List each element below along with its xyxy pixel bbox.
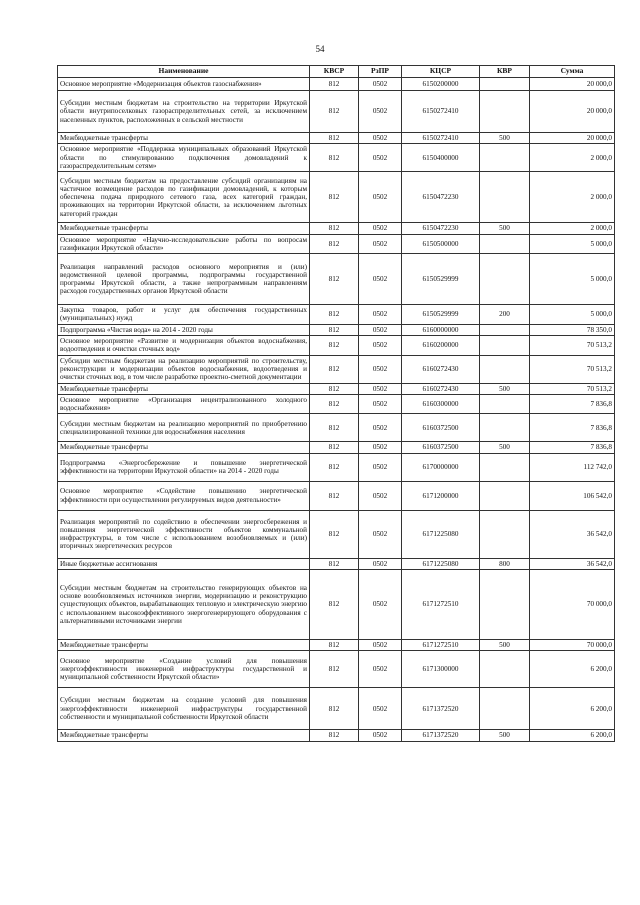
row-sum: 5 000,0: [530, 254, 615, 305]
row-kcsr: 6150200000: [402, 78, 480, 91]
row-kcsr: 6171200000: [402, 481, 480, 510]
row-kcsr: 6171372520: [402, 688, 480, 730]
row-name: Межбюджетные трансферты: [58, 442, 310, 453]
row-name: Реализация мероприятий по содействию в обеспечении энергосбережения и повышения энергетической эффективности объектов коммунальной инфраструктуры, в том числе с использованием возобновляемых и (или) вторичных энергетических ресурсов: [58, 510, 310, 558]
row-kcsr: 6171225080: [402, 558, 480, 569]
row-kvsr: 812: [310, 91, 359, 133]
row-kcsr: 6150400000: [402, 144, 480, 172]
row-kcsr: 6170000000: [402, 453, 480, 481]
row-name: Субсидии местным бюджетам на создание условий для повышения энергоэффективности инженерной инфраструктуры государственной собственности и муниципальной собственности Иркутской области: [58, 688, 310, 730]
row-name: Иные бюджетные ассигнования: [58, 558, 310, 569]
row-name: Основное мероприятие «Поддержка муниципальных образований Иркутской области по стимулированию подключения домовладений к газораспределительным сетям»: [58, 144, 310, 172]
row-kvr: [480, 91, 530, 133]
row-kcsr: 6171272510: [402, 569, 480, 639]
row-kcsr: 6171372520: [402, 730, 480, 741]
row-kvr: [480, 254, 530, 305]
row-kvsr: 812: [310, 383, 359, 394]
row-name: Субсидии местным бюджетам на предоставление субсидий организациям на частичное возмещение расходов по газификации домовладений, к которым обеспечена подача природного сетевого газа, всех категорий граждан, проживающих на территории Иркутской области, за исключением льготных категорий граждан: [58, 172, 310, 223]
row-rzpr: 0502: [359, 234, 402, 254]
column-header-sum: Сумма: [530, 66, 615, 78]
row-kvr: [480, 414, 530, 442]
row-sum: 6 200,0: [530, 730, 615, 741]
row-kvsr: 812: [310, 569, 359, 639]
row-rzpr: 0502: [359, 442, 402, 453]
row-name: Субсидии местным бюджетам на реализацию мероприятий по строительству, реконструкции и модернизации объектов водоснабжения, водоотведения и очистки сточных вод, в том числе разработке проектно-сметной документации: [58, 355, 310, 383]
column-header-kvr: КВР: [480, 66, 530, 78]
row-kvsr: 812: [310, 688, 359, 730]
row-rzpr: 0502: [359, 453, 402, 481]
row-kvsr: 812: [310, 355, 359, 383]
row-rzpr: 0502: [359, 688, 402, 730]
row-sum: 70 513,2: [530, 355, 615, 383]
row-kvr: 500: [480, 442, 530, 453]
row-kvr: 500: [480, 223, 530, 234]
table-row: [58, 414, 615, 442]
table-row: [58, 569, 615, 639]
row-name: Межбюджетные трансферты: [58, 223, 310, 234]
column-header-rzpr: РзПР: [359, 66, 402, 78]
row-name: Межбюджетные трансферты: [58, 639, 310, 650]
row-rzpr: 0502: [359, 335, 402, 355]
row-kcsr: 6150500000: [402, 234, 480, 254]
row-rzpr: 0502: [359, 414, 402, 442]
row-kvr: [480, 144, 530, 172]
row-sum: 5 000,0: [530, 305, 615, 325]
row-name: Основное мероприятие «Организация нецентрализованного холодного водоснабжения»: [58, 394, 310, 414]
table-row: [58, 651, 615, 688]
row-kvsr: 812: [310, 172, 359, 223]
table-row: [58, 639, 615, 650]
row-kvsr: 812: [310, 305, 359, 325]
row-kvr: 200: [480, 305, 530, 325]
row-sum: 20 000,0: [530, 78, 615, 91]
row-rzpr: 0502: [359, 510, 402, 558]
row-name: Основное мероприятие «Научно-исследовательские работы по вопросам газификации Иркутской области»: [58, 234, 310, 254]
row-rzpr: 0502: [359, 569, 402, 639]
table-row: [58, 688, 615, 730]
row-kcsr: 6160000000: [402, 324, 480, 335]
row-sum: 20 000,0: [530, 133, 615, 144]
row-name: Субсидии местным бюджетам на реализацию мероприятий по приобретению специализированной техники для водоснабжения населения: [58, 414, 310, 442]
row-name: Субсидии местным бюджетам на строительство на территории Иркутской области внутрипоселковых газораспределительных сетей, за исключением населенных пунктов, расположенных в сельской местности: [58, 91, 310, 133]
row-name: Межбюджетные трансферты: [58, 383, 310, 394]
row-name: Подпрограмма «Чистая вода» на 2014 - 2020 годы: [58, 324, 310, 335]
row-sum: 2 000,0: [530, 223, 615, 234]
row-kvr: [480, 569, 530, 639]
row-kvsr: 812: [310, 394, 359, 414]
row-kcsr: 6160272430: [402, 383, 480, 394]
row-name: Межбюджетные трансферты: [58, 133, 310, 144]
row-rzpr: 0502: [359, 78, 402, 91]
row-kcsr: 6150472230: [402, 172, 480, 223]
table-row: [58, 394, 615, 414]
row-name: Основное мероприятие «Развитие и модернизация объектов водоснабжения, водоотведения и очистки сточных вод»: [58, 335, 310, 355]
row-sum: 6 200,0: [530, 651, 615, 688]
row-rzpr: 0502: [359, 172, 402, 223]
row-sum: 7 836,8: [530, 442, 615, 453]
row-kvr: [480, 355, 530, 383]
row-sum: 36 542,0: [530, 510, 615, 558]
row-rzpr: 0502: [359, 730, 402, 741]
row-kcsr: 6160200000: [402, 335, 480, 355]
row-kvr: [480, 394, 530, 414]
table-row: [58, 453, 615, 481]
row-kvsr: 812: [310, 453, 359, 481]
row-rzpr: 0502: [359, 133, 402, 144]
row-kcsr: 6160372500: [402, 414, 480, 442]
row-kcsr: 6150529999: [402, 254, 480, 305]
column-header-kcsr: КЦСР: [402, 66, 480, 78]
row-rzpr: 0502: [359, 651, 402, 688]
row-kvsr: 812: [310, 78, 359, 91]
row-kvsr: 812: [310, 414, 359, 442]
table-row: [58, 223, 615, 234]
row-kvr: [480, 510, 530, 558]
row-kvr: 500: [480, 730, 530, 741]
row-sum: 70 513,2: [530, 335, 615, 355]
row-sum: 2 000,0: [530, 172, 615, 223]
row-sum: 36 542,0: [530, 558, 615, 569]
row-rzpr: 0502: [359, 324, 402, 335]
row-name: Межбюджетные трансферты: [58, 730, 310, 741]
row-sum: 7 836,8: [530, 414, 615, 442]
row-kvsr: 812: [310, 558, 359, 569]
row-sum: 5 000,0: [530, 234, 615, 254]
row-sum: 20 000,0: [530, 91, 615, 133]
table-row: [58, 78, 615, 91]
row-rzpr: 0502: [359, 144, 402, 172]
row-kvsr: 812: [310, 335, 359, 355]
table-row: [58, 355, 615, 383]
row-kcsr: 6171300000: [402, 651, 480, 688]
column-header-kvsr: КВСР: [310, 66, 359, 78]
row-name: Закупка товаров, работ и услуг для обеспечения государственных (муниципальных) нужд: [58, 305, 310, 325]
row-kcsr: 6150529999: [402, 305, 480, 325]
table-row: [58, 558, 615, 569]
table-row: [58, 133, 615, 144]
row-kvsr: 812: [310, 481, 359, 510]
row-kvr: [480, 453, 530, 481]
row-kvr: 800: [480, 558, 530, 569]
table-row: [58, 234, 615, 254]
row-kvsr: 812: [310, 442, 359, 453]
row-name: Основное мероприятие «Создание условий для повышения энергоэффективности инженерной инфраструктуры государственной и муниципальной собственности Иркутской области»: [58, 651, 310, 688]
row-kvr: [480, 335, 530, 355]
row-kvsr: 812: [310, 133, 359, 144]
row-rzpr: 0502: [359, 305, 402, 325]
row-kvsr: 812: [310, 223, 359, 234]
table-row: [58, 91, 615, 133]
page-number: 54: [315, 44, 325, 54]
row-rzpr: 0502: [359, 355, 402, 383]
row-kvsr: 812: [310, 510, 359, 558]
row-sum: 70 513,2: [530, 383, 615, 394]
row-kvr: 500: [480, 133, 530, 144]
table-row: [58, 144, 615, 172]
row-rzpr: 0502: [359, 639, 402, 650]
budget-table: [57, 65, 615, 742]
table-row: [58, 324, 615, 335]
row-rzpr: 0502: [359, 254, 402, 305]
row-kcsr: 6160300000: [402, 394, 480, 414]
table-row: [58, 335, 615, 355]
row-rzpr: 0502: [359, 223, 402, 234]
row-kvr: [480, 78, 530, 91]
table-row: [58, 383, 615, 394]
row-kvsr: 812: [310, 254, 359, 305]
row-kvr: [480, 688, 530, 730]
table-row: [58, 510, 615, 558]
table-row: [58, 730, 615, 741]
row-kvsr: 812: [310, 730, 359, 741]
row-kvr: [480, 324, 530, 335]
row-name: Субсидии местным бюджетам на строительство генерирующих объектов на основе возобновляемых источников энергии, модернизацию и реконструкцию существующих объектов, вырабатывающих тепловую и электрическую энергию с использованием высокоэффективного энергогенерирующего оборудования с альтернативными источниками энергии: [58, 569, 310, 639]
row-sum: 106 542,0: [530, 481, 615, 510]
row-kvsr: 812: [310, 234, 359, 254]
row-kcsr: 6160272430: [402, 355, 480, 383]
row-sum: 70 000,0: [530, 569, 615, 639]
row-rzpr: 0502: [359, 481, 402, 510]
table-header-row: [58, 66, 615, 78]
table-row: [58, 442, 615, 453]
row-sum: 112 742,0: [530, 453, 615, 481]
row-kcsr: 6160372500: [402, 442, 480, 453]
row-kvr: [480, 172, 530, 223]
table-row: [58, 305, 615, 325]
table-row: [58, 481, 615, 510]
row-sum: 6 200,0: [530, 688, 615, 730]
row-kvsr: 812: [310, 639, 359, 650]
row-kvsr: 812: [310, 324, 359, 335]
row-kcsr: 6150272410: [402, 91, 480, 133]
row-rzpr: 0502: [359, 383, 402, 394]
row-kvr: 500: [480, 639, 530, 650]
row-kcsr: 6171272510: [402, 639, 480, 650]
row-name: Подпрограмма «Энергосбережение и повышение энергетической эффективности на территории Иркутской области» на 2014 - 2020 годы: [58, 453, 310, 481]
row-rzpr: 0502: [359, 394, 402, 414]
table-body: [58, 78, 615, 742]
row-name: Основное мероприятие «Модернизация объектов газоснабжения»: [58, 78, 310, 91]
row-name: Реализация направлений расходов основного мероприятия и (или) ведомственной целевой программы, подпрограммы государственной программы Иркутской области, а также непрограммным направлениям расходов государственных органов Иркутской области: [58, 254, 310, 305]
row-kvsr: 812: [310, 144, 359, 172]
row-kvr: [480, 651, 530, 688]
row-sum: 70 000,0: [530, 639, 615, 650]
row-sum: 78 350,0: [530, 324, 615, 335]
row-kvsr: 812: [310, 651, 359, 688]
column-header-name: Наименование: [58, 66, 310, 78]
row-kcsr: 6150472230: [402, 223, 480, 234]
row-name: Основное мероприятие «Содействие повышению энергетической эффективности при осуществлении регулируемых видов деятельности»: [58, 481, 310, 510]
row-sum: 2 000,0: [530, 144, 615, 172]
row-sum: 7 836,8: [530, 394, 615, 414]
row-rzpr: 0502: [359, 91, 402, 133]
row-kvr: [480, 234, 530, 254]
row-kvr: 500: [480, 383, 530, 394]
row-kcsr: 6150272410: [402, 133, 480, 144]
table-row: [58, 172, 615, 223]
row-kcsr: 6171225080: [402, 510, 480, 558]
row-kvr: [480, 481, 530, 510]
row-rzpr: 0502: [359, 558, 402, 569]
table-row: [58, 254, 615, 305]
